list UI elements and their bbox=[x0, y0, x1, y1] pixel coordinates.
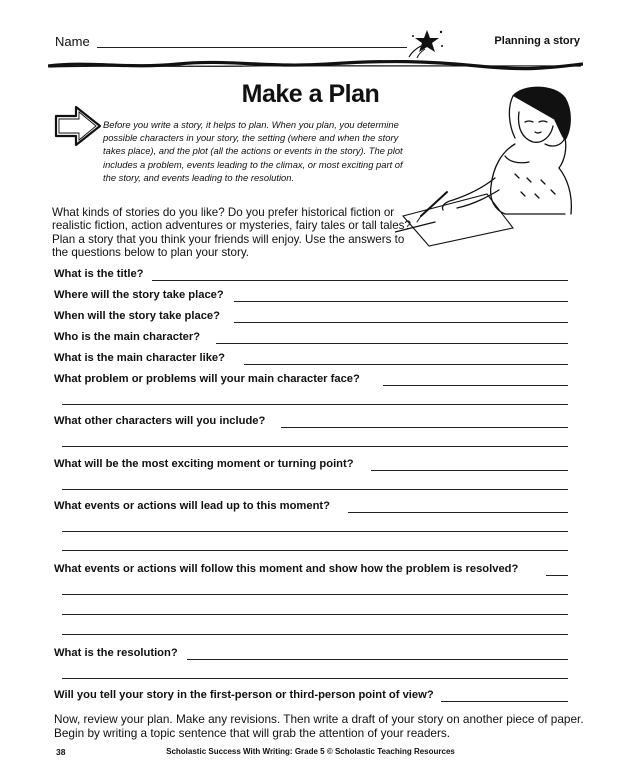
question-title: What is the title? bbox=[54, 268, 144, 280]
answer-line-main-character[interactable] bbox=[216, 343, 568, 344]
answer-line-character-traits[interactable] bbox=[244, 364, 568, 365]
question-problem: What problem or problems will your main character face? bbox=[54, 373, 360, 385]
section-tag: Planning a story bbox=[494, 35, 580, 47]
answer-line-title[interactable] bbox=[152, 280, 568, 281]
answer-line-falling-events[interactable] bbox=[62, 634, 568, 635]
question-time: When will the story take place? bbox=[54, 310, 220, 322]
answer-line-resolution[interactable] bbox=[187, 659, 568, 660]
question-point-of-view: Will you tell your story in the first-person or third-person point of view? bbox=[54, 689, 434, 701]
arrow-right-icon bbox=[50, 104, 106, 148]
page-number: 38 bbox=[56, 747, 66, 757]
answer-line-rising-events[interactable] bbox=[62, 550, 568, 551]
question-falling-events: What events or actions will follow this moment and show how the problem is resolved? bbox=[54, 563, 519, 575]
question-turning-point: What will be the most exciting moment or turning point? bbox=[54, 458, 354, 470]
answer-line-falling-events[interactable] bbox=[62, 614, 568, 615]
intro-text: Before you write a story, it helps to plan. When you plan, you determine possible characters in your story, the setting (where and when the story takes place), and the plot (all the actions or events in the story). The plot includes a problem, events leading to the climax, or most exciting part of the story, and events leading to the resolution. bbox=[103, 119, 403, 183]
name-label: Name bbox=[55, 34, 90, 49]
answer-line-falling-events[interactable] bbox=[546, 575, 568, 576]
answer-line-other-characters[interactable] bbox=[281, 427, 568, 428]
answer-line-problem[interactable] bbox=[62, 404, 568, 405]
answer-line-time[interactable] bbox=[234, 322, 568, 323]
answer-line-turning-point[interactable] bbox=[62, 489, 568, 490]
question-place: Where will the story take place? bbox=[54, 289, 224, 301]
girl-writing-illustration bbox=[395, 82, 600, 247]
closing-paragraph: Now, review your plan. Make any revisions. Then write a draft of your story on another piece of paper. Begin by writing a topic sentence that will grab the attention of your readers. bbox=[54, 712, 584, 740]
question-character-traits: What is the main character like? bbox=[54, 352, 225, 364]
answer-line-rising-events[interactable] bbox=[62, 531, 568, 532]
page-title: Make a Plan bbox=[241, 80, 380, 108]
header-divider bbox=[48, 58, 583, 72]
question-rising-events: What events or actions will lead up to this moment? bbox=[54, 500, 330, 512]
answer-line-turning-point[interactable] bbox=[371, 470, 568, 471]
answer-line-resolution[interactable] bbox=[62, 678, 568, 679]
question-other-characters: What other characters will you include? bbox=[54, 415, 266, 427]
question-main-character: Who is the main character? bbox=[54, 331, 201, 343]
answer-line-place[interactable] bbox=[234, 301, 568, 302]
answer-line-other-characters[interactable] bbox=[62, 446, 568, 447]
shooting-star-icon bbox=[405, 28, 445, 58]
copyright-credit: Scholastic Success With Writing: Grade 5 © Scholastic Teaching Resources bbox=[166, 747, 455, 756]
name-field[interactable] bbox=[97, 47, 407, 48]
answer-line-rising-events[interactable] bbox=[348, 512, 568, 513]
answer-line-problem[interactable] bbox=[383, 385, 568, 386]
instructions-paragraph: What kinds of stories do you like? Do you prefer historical fiction or realistic fiction, action adventures or mysteries, fairy tales or tall tales? Plan a story that you think your friends will enjoy. Use the answers to the questions below to plan your story. bbox=[52, 206, 411, 259]
answer-line-point-of-view[interactable] bbox=[441, 701, 568, 702]
question-resolution: What is the resolution? bbox=[54, 647, 178, 659]
answer-line-falling-events[interactable] bbox=[62, 594, 568, 595]
